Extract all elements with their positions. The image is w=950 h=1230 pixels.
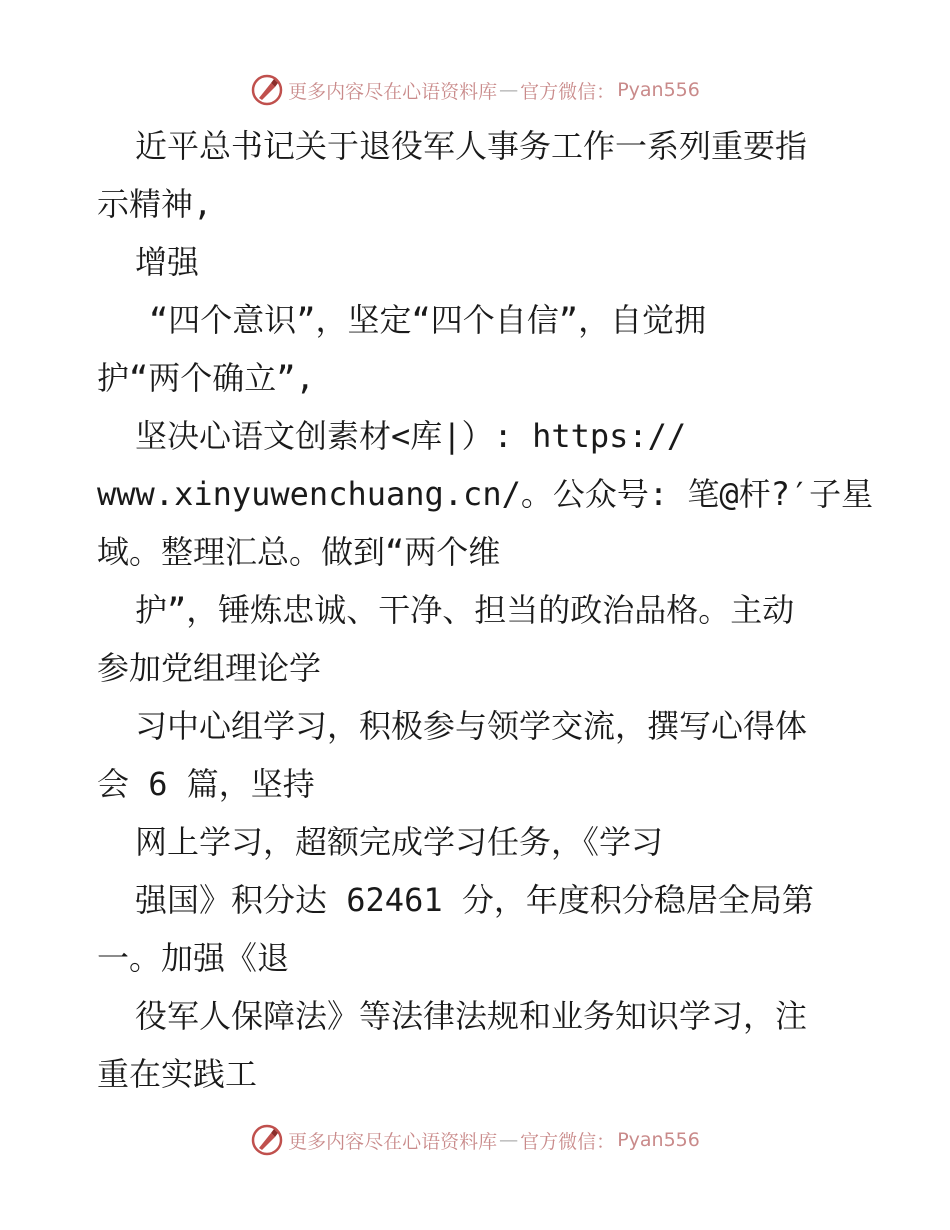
watermark-id: Pyan556 <box>617 79 700 101</box>
text-line: 强国》积分达 62461 分，年度积分稳居全局第 <box>135 881 814 919</box>
text-line: 护”，锤炼忠诚、干净、担当的政治品格。主动 <box>135 591 795 629</box>
watermark-separator: — <box>499 79 519 101</box>
watermark-contact: 官方微信： <box>520 1130 616 1153</box>
text-line: 示精神, <box>97 185 213 223</box>
text-line: 坚决心语文创素材<库|）: https:// <box>135 417 687 455</box>
text-line: 网上学习，超额完成学习任务，《学习 <box>135 823 664 861</box>
header-watermark <box>0 70 950 110</box>
pen-nib-logo-icon <box>250 1123 284 1157</box>
document-body <box>97 117 874 1103</box>
watermark-text: 更多内容尽在心语资料库 <box>288 80 498 103</box>
text-line: “四个意识”，坚定“四个自信”，自觉拥 <box>149 301 707 339</box>
text-line: 习中心组学习，积极参与领学交流，撰写心得体 <box>135 707 808 745</box>
watermark-contact: 官方微信： <box>520 80 616 103</box>
text-line: 一。加强《退 <box>97 939 290 977</box>
text-line: 会 6 篇，坚持 <box>97 765 315 803</box>
text-line: 参加党组理论学 <box>97 649 322 687</box>
text-line: 近平总书记关于退役军人事务工作一系列重要指 <box>135 127 808 165</box>
footer-watermark <box>0 1120 950 1160</box>
text-line: 重在实践工 <box>97 1055 258 1093</box>
pen-nib-logo-icon <box>250 73 284 107</box>
text-line: 役军人保障法》等法律法规和业务知识学习，注 <box>135 997 808 1035</box>
text-line: 护“两个确立”, <box>97 359 315 397</box>
text-line: 域。整理汇总。做到“两个维 <box>97 533 501 571</box>
watermark-separator: — <box>499 1129 519 1151</box>
text-line: www.xinyuwenchuang.cn/。公众号: 笔@杆?′子星 <box>97 475 874 513</box>
text-line: 增强 <box>135 243 200 281</box>
watermark-text: 更多内容尽在心语资料库 <box>288 1130 498 1153</box>
watermark-id: Pyan556 <box>617 1129 700 1151</box>
